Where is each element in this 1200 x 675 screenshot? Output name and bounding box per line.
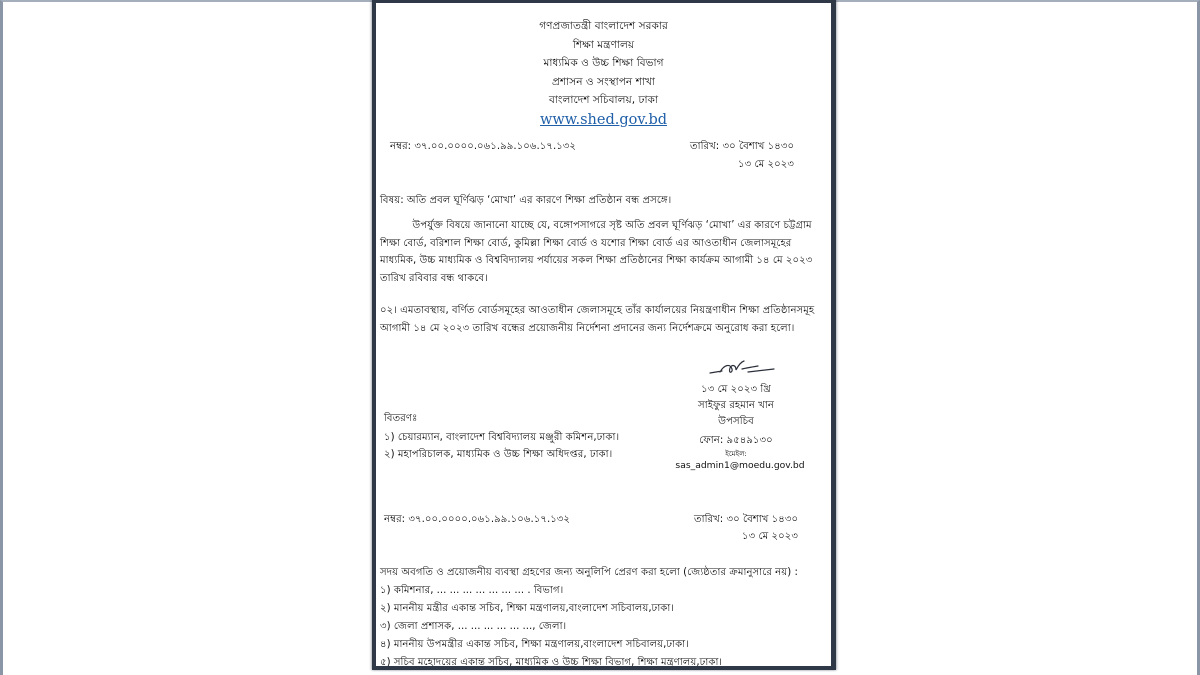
body-paragraph-2 xyxy=(380,302,836,337)
letterhead-branch: প্রশাসন ও সংস্থাপন শাখা xyxy=(552,75,655,88)
letterhead-ministry: শিক্ষা মন্ত্রণালয় xyxy=(572,38,635,51)
memo-date-english: ১৩ মে ২০২৩ xyxy=(738,159,794,170)
signatory-email[interactable]: sas_admin1@moedu.gov.bd xyxy=(675,460,805,471)
copy-list-item: ২) মাননীয় মন্ত্রীর একান্ত সচিব, শিক্ষা মন্ত্রণালয়,বাংলাদেশ সচিবালয়,ঢাকা। xyxy=(380,603,674,614)
paragraph-line: তারিখ রবিবার বন্ধ থাকবে। xyxy=(380,272,488,284)
copy-list-item: ৪) মাননীয় উপমন্ত্রীর একান্ত সচিব, শিক্ষা মন্ত্রণালয়,বাংলাদেশ সচিবালয়,ঢাকা। xyxy=(380,639,689,650)
letterhead-address: বাংলাদেশ সচিবালয়, ঢাকা xyxy=(548,94,659,106)
copy-list-item: ১) কমিশনার, ... ... ... ... ... ... ... . বিভাগ। xyxy=(380,585,564,596)
body-paragraph-1 xyxy=(380,217,836,287)
government-notice xyxy=(376,3,831,666)
paragraph-line: শিক্ষা বোর্ড, বরিশাল শিক্ষা বোর্ড, কুমিল্লা শিক্ষা বোর্ড ও যশোর শিক্ষা বোর্ড এর আওতাধীন জেলাসমূহের xyxy=(380,237,792,249)
memo-date-bangla: তারিখ: ৩০ বৈশাখ ১৪৩০ xyxy=(690,141,795,152)
distribution-heading: বিতরণঃ xyxy=(384,413,418,424)
copy-list-intro: সদয় অবগতি ও প্রয়োজনীয় ব্যবস্থা গ্রহণের জন্য অনুলিপি প্রেরণ করা হলো (জ্যেষ্ঠতার ক্রমানুসারে নয়) : xyxy=(380,567,798,578)
subject-line: বিষয়: অতি প্রবল ঘূর্ণিঝড় ‘মোখা’ এর কারণে শিক্ষা প্রতিষ্ঠান বন্ধ প্রসঙ্গে। xyxy=(380,195,672,206)
signatory-designation: উপসচিব xyxy=(718,416,754,427)
signatory-email-label: ইমেইল: xyxy=(725,450,747,458)
copy-list-item: ৫) সচিব মহোদয়ের একান্ত সচিব, মাধ্যমিক ও উচ্চ শিক্ষা বিভাগ, শিক্ষা মন্ত্রণালয়,ঢাকা। xyxy=(380,657,723,668)
memo-date-bangla-copy: তারিখ: ৩০ বৈশাখ ১৪৩০ xyxy=(694,514,799,525)
handwritten-signature-icon xyxy=(708,359,776,379)
letterhead xyxy=(376,17,831,130)
copy-list-item: ৩) জেলা প্রশাসক, ... ... ... ... ... ..., জেলা। xyxy=(380,621,567,632)
distribution-item: ২) মহাপরিচালক, মাধ্যমিক ও উচ্চ শিক্ষা অধিদপ্তর, ঢাকা। xyxy=(384,449,613,460)
memo-number: নম্বর: ৩৭.০০.০০০০.০৬১.৯৯.১০৬.১৭.১৩২ xyxy=(390,141,577,152)
memo-number-copy: নম্বর: ৩৭.০০.০০০০.০৬১.৯৯.১০৬.১৭.১৩২ xyxy=(384,514,571,525)
signature-image xyxy=(708,359,776,379)
letterhead-government: গণপ্রজাতন্ত্রী বাংলাদেশ সরকার xyxy=(539,20,668,32)
distribution-item: ১) চেয়ারম্যান, বাংলাদেশ বিশ্ববিদ্যালয় মঞ্জুরী কমিশন,ঢাকা। xyxy=(384,432,620,443)
document-frame xyxy=(372,0,836,670)
signatory-phone: ফোন: ৯৫৪৯১৩০ xyxy=(699,435,773,446)
paragraph-line: মাধ্যমিক, উচ্চ মাধ্যমিক ও বিশ্ববিদ্যালয় পর্যায়ের সকল শিক্ষা প্রতিষ্ঠানের শিক্ষা কার্যক্রম আগামী ১৪ মে ২০২৩ xyxy=(380,255,813,266)
signatory-block xyxy=(646,381,826,472)
paragraph-line: উপর্যুক্ত বিষয়ে জানানো যাচ্ছে যে, বঙ্গোপসাগরে সৃষ্ট অতি প্রবল ঘূর্ণিঝড় ‘মোখা’ এর কারণে চট্টগ্রাম xyxy=(380,220,812,231)
signatory-name: সাইফুর রহমান খান xyxy=(698,400,774,411)
sign-date: ১৩ মে ২০২৩ খ্রি xyxy=(701,384,771,395)
website-link[interactable]: www.shed.gov.bd xyxy=(539,111,668,128)
paragraph-line: আগামী ১৪ মে ২০২৩ তারিখ বন্ধের প্রয়োজনীয় নির্দেশনা প্রদানের জন্য নির্দেশক্রমে অনুরোধ করা হলো। xyxy=(380,322,795,334)
letterhead-division: মাধ্যমিক ও উচ্চ শিক্ষা বিভাগ xyxy=(543,57,664,69)
memo-date-english-copy: ১৩ মে ২০২৩ xyxy=(742,531,798,542)
paragraph-line: ০২। এমতাবস্থায়, বর্ণিত বোর্ডসমূহের আওতাধীন জেলাসমূহে তাঁর কার্যালয়ের নিয়ন্ত্রণাধীন শিক্ষা প্রতিষ্ঠানসমূহ xyxy=(380,305,815,316)
